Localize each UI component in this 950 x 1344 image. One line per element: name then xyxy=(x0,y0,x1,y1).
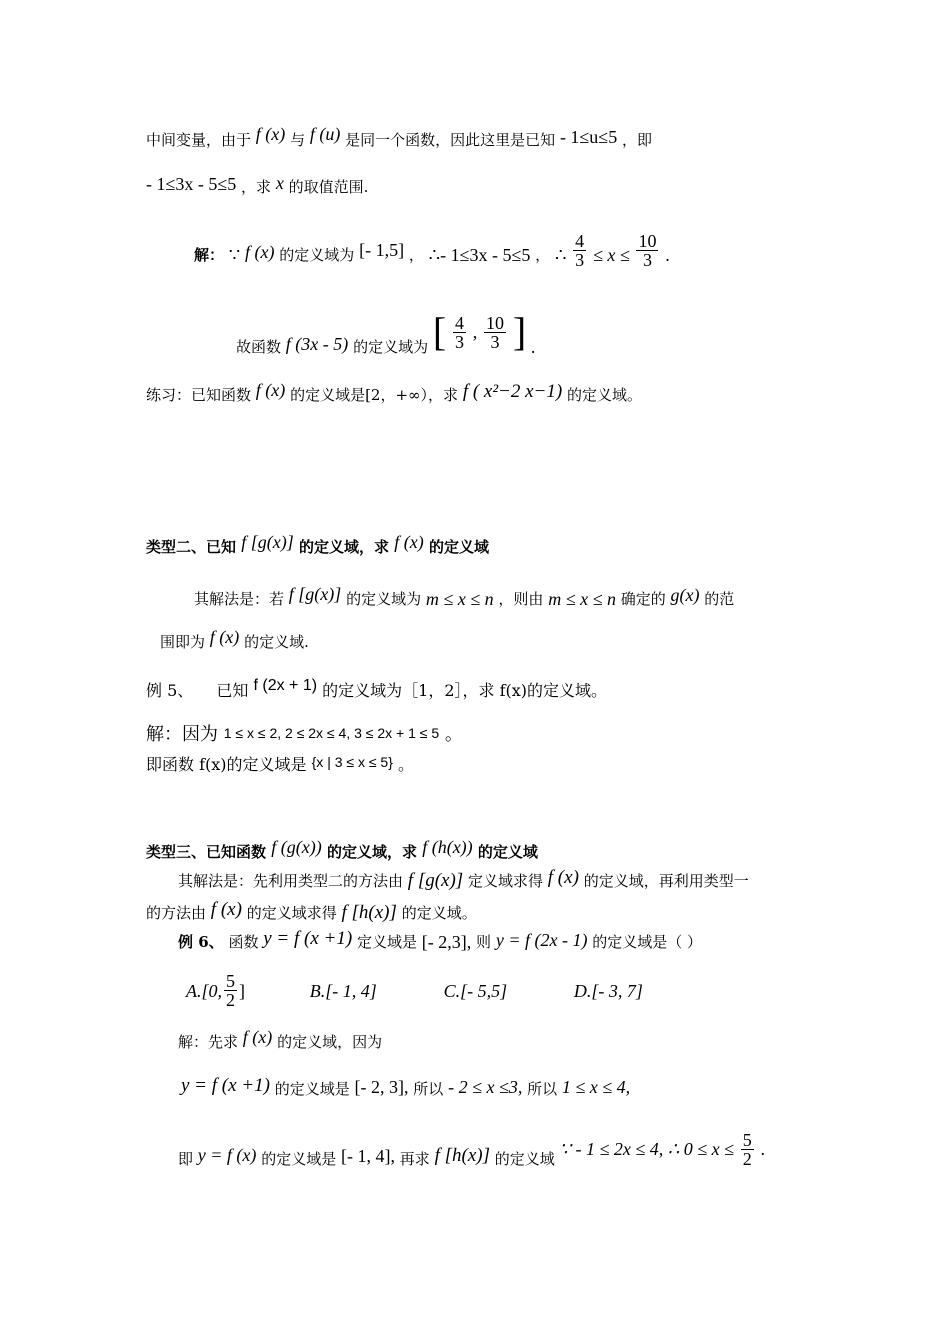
math-fgx: f (g(x)) xyxy=(271,837,322,857)
method-3-line-1 xyxy=(178,869,749,892)
text: 即 xyxy=(178,1150,194,1168)
math-fhx: f [h(x)] xyxy=(341,902,397,923)
because-symbol: ∵ xyxy=(228,244,241,265)
denominator: 3 xyxy=(642,250,652,270)
text: 。 xyxy=(397,754,414,774)
example-label: 例 5、 xyxy=(146,680,194,700)
solution-label: 解： xyxy=(194,245,225,264)
period: . xyxy=(760,1139,766,1159)
fraction-10-3 xyxy=(484,314,506,351)
denominator: 2 xyxy=(226,990,235,1010)
numerator: 5 xyxy=(226,971,235,991)
exercise-line xyxy=(146,380,642,406)
math-gx: g(x) xyxy=(670,585,700,605)
example-6-solution-2 xyxy=(181,1077,630,1100)
text: 所以 xyxy=(413,1080,444,1098)
denominator: 2 xyxy=(742,1148,752,1169)
math-y-f-x1: y = f (x +1) xyxy=(263,928,353,949)
math-y-f-2x-1: y = f (2x - 1) xyxy=(495,930,588,950)
math-inequality: - 1≤u≤5 xyxy=(559,127,618,147)
text: 的定义域是 xyxy=(274,1080,350,1098)
option-a[interactable] xyxy=(186,972,245,1009)
text: 练习：已知函数 xyxy=(146,386,252,404)
math-inequality: 1 ≤ x ≤ 4, xyxy=(561,1077,631,1097)
math-f-2x-1: f (2x + 1) xyxy=(253,676,318,694)
text: 解：先求 xyxy=(178,1033,239,1051)
text: 的方法由 xyxy=(146,904,207,922)
math-inequality: ∵ - 1 ≤ 2x ≤ 4, ∴ 0 ≤ x ≤ xyxy=(559,1139,734,1159)
text-line-2 xyxy=(146,175,368,198)
math-fgx: f [g(x)] xyxy=(288,584,342,604)
method-paragraph-line-1 xyxy=(194,584,735,610)
text: ， xyxy=(408,245,424,264)
text: 已知 xyxy=(216,680,249,700)
math-inequalities: 1 ≤ x ≤ 2, 2 ≤ 2x ≤ 4, 3 ≤ 2x + 1 ≤ 5 xyxy=(223,725,440,741)
text: 的定义域。 xyxy=(566,386,642,404)
numerator: 10 xyxy=(638,231,657,251)
fraction-4-3 xyxy=(573,232,586,269)
math-fx: f (x) xyxy=(242,1027,273,1047)
denominator: 3 xyxy=(490,331,500,352)
math-inequality: ∴- 1≤3x - 5≤5 xyxy=(428,244,531,265)
text: 其解法是：先利用类型二的方法由 xyxy=(178,872,404,890)
math-fx: f (x) xyxy=(255,124,286,144)
text: 与 xyxy=(290,131,306,149)
example-label: 例 6、 xyxy=(178,933,224,951)
math-fhx: f [h(x)] xyxy=(434,1145,490,1166)
example-5-solution-2 xyxy=(146,753,414,776)
fraction-5-2 xyxy=(741,1131,754,1168)
math-interval: [- 2, 3], xyxy=(354,1077,409,1097)
text: 解：因为 xyxy=(146,724,218,745)
example-6 xyxy=(178,930,702,953)
right-bracket: ] xyxy=(512,309,527,354)
text: ，求 xyxy=(241,178,272,196)
text: 类型二、已知 xyxy=(146,538,237,556)
text: 的定义域，求 xyxy=(298,538,389,556)
math-x: x xyxy=(275,173,284,193)
section-heading-type-3 xyxy=(146,837,538,863)
numerator: 10 xyxy=(486,312,505,333)
text: 定义域求得 xyxy=(467,872,543,890)
numerator: 5 xyxy=(742,1129,752,1150)
denominator: 3 xyxy=(575,250,585,270)
math-interval: [- 1,5] xyxy=(359,239,405,260)
math-set: {x | 3 ≤ x ≤ 5} xyxy=(311,753,393,770)
text: 定义域是 xyxy=(356,933,417,951)
math-fu: f (u) xyxy=(309,124,341,144)
comma: , xyxy=(472,322,478,342)
solution-line-1 xyxy=(194,231,670,270)
text: 即函数 f(x)的定义域是 xyxy=(146,754,307,774)
text: 其解法是：若 xyxy=(194,590,285,608)
text: 的定义域为 xyxy=(346,590,422,608)
text: 的定义域求得 xyxy=(246,904,337,922)
math-inequality: - 1≤3x - 5≤5 xyxy=(146,174,237,194)
text: 的定义域是 xyxy=(261,1150,337,1168)
math-f-quadratic: f ( x²−2 x−1) xyxy=(462,381,563,402)
text: 的定义域，求 xyxy=(326,843,417,861)
math-fgx: f [g(x)] xyxy=(241,532,294,552)
numerator: 4 xyxy=(575,231,585,251)
option-d[interactable]: D.[- 3, 7] xyxy=(573,980,643,1001)
example-6-solution-3 xyxy=(178,1128,765,1170)
text: 的定义域是（ ） xyxy=(592,933,703,951)
period: . xyxy=(665,244,670,265)
math-inequality: m ≤ x ≤ n xyxy=(425,589,494,609)
math-y-f-x1: y = f (x +1) xyxy=(181,1075,270,1096)
therefore-symbol: ∴ xyxy=(554,244,567,265)
method-paragraph-line-2 xyxy=(160,627,309,653)
example-5 xyxy=(146,676,608,702)
math-fx: f (x) xyxy=(547,867,579,888)
fraction-4-3 xyxy=(453,314,466,351)
text: 故函数 xyxy=(236,338,282,356)
text: 的定义域是[2，+∞），求 xyxy=(290,386,459,404)
math-fx: f (x) xyxy=(210,899,242,920)
math-fx: f (x) xyxy=(394,532,424,552)
solution-line-2 xyxy=(236,306,535,358)
text: 类型三、已知函数 xyxy=(146,843,267,861)
text: 的定义域 xyxy=(477,843,538,861)
math-inequality: - 2 ≤ x ≤3, xyxy=(448,1077,523,1097)
text: 函数 xyxy=(228,933,259,951)
fraction-10-3 xyxy=(636,232,658,269)
math-fx: f (x) xyxy=(255,380,286,400)
text: 围即为 xyxy=(160,633,206,651)
example-5-solution-1 xyxy=(146,724,463,746)
math-fgx: f [g(x)] xyxy=(407,870,464,891)
section-heading-type-2 xyxy=(146,532,489,558)
math-fhx: f (h(x)) xyxy=(422,837,473,857)
option-a-text: A.[0, xyxy=(186,980,222,1001)
text: 的定义域. xyxy=(244,633,309,651)
text-line-1 xyxy=(146,124,652,151)
text: 的定义域为［1，2］，求 f(x)的定义域。 xyxy=(322,680,608,700)
text: 的定义域，因为 xyxy=(277,1033,383,1051)
math-fx: f (x) xyxy=(245,241,275,262)
text: 的定义域，再利用类型一 xyxy=(583,872,749,890)
text: 所以 xyxy=(527,1080,558,1098)
left-bracket: [ xyxy=(432,309,447,354)
denominator: 3 xyxy=(454,331,464,352)
math-fx: f (x) xyxy=(209,627,240,647)
math-y-f-x: y = f (x) xyxy=(197,1145,257,1165)
text: 再求 xyxy=(399,1150,430,1168)
text: 。 xyxy=(444,724,463,745)
text: 的定义域。 xyxy=(401,904,477,922)
math-f-3x-5: f (3x - 5) xyxy=(285,334,349,354)
period: . xyxy=(530,337,536,357)
text: 的定义域 xyxy=(494,1150,555,1168)
text: 的定义域 xyxy=(428,538,489,556)
text: 确定的 xyxy=(620,590,666,608)
text: 中间变量，由于 xyxy=(146,131,252,149)
math-inequality: ≤ x ≤ xyxy=(592,244,630,265)
text: 的定义域为 xyxy=(279,245,355,264)
text: ，则由 xyxy=(498,590,544,608)
answer-options xyxy=(186,972,643,1009)
example-6-solution-1 xyxy=(178,1027,383,1053)
text: ， xyxy=(535,245,551,264)
option-c[interactable]: C.[- 5,5] xyxy=(443,980,508,1001)
text: 的取值范围. xyxy=(288,178,369,196)
fraction-5-2 xyxy=(224,972,237,1009)
text: 的范 xyxy=(704,590,735,608)
text: 则 xyxy=(476,933,492,951)
option-b[interactable]: B.[- 1, 4] xyxy=(309,980,377,1001)
math-interval: [- 1, 4], xyxy=(341,1146,395,1166)
option-a-bracket: ] xyxy=(239,980,245,1001)
text: ，即 xyxy=(621,131,652,149)
text: 的定义域为 xyxy=(353,338,429,356)
numerator: 4 xyxy=(454,312,464,333)
math-interval: [- 2,3], xyxy=(421,932,472,952)
text: 是同一个函数，因此这里是已知 xyxy=(345,131,556,149)
math-inequality: m ≤ x ≤ n xyxy=(548,589,616,609)
method-3-line-2 xyxy=(146,901,477,924)
